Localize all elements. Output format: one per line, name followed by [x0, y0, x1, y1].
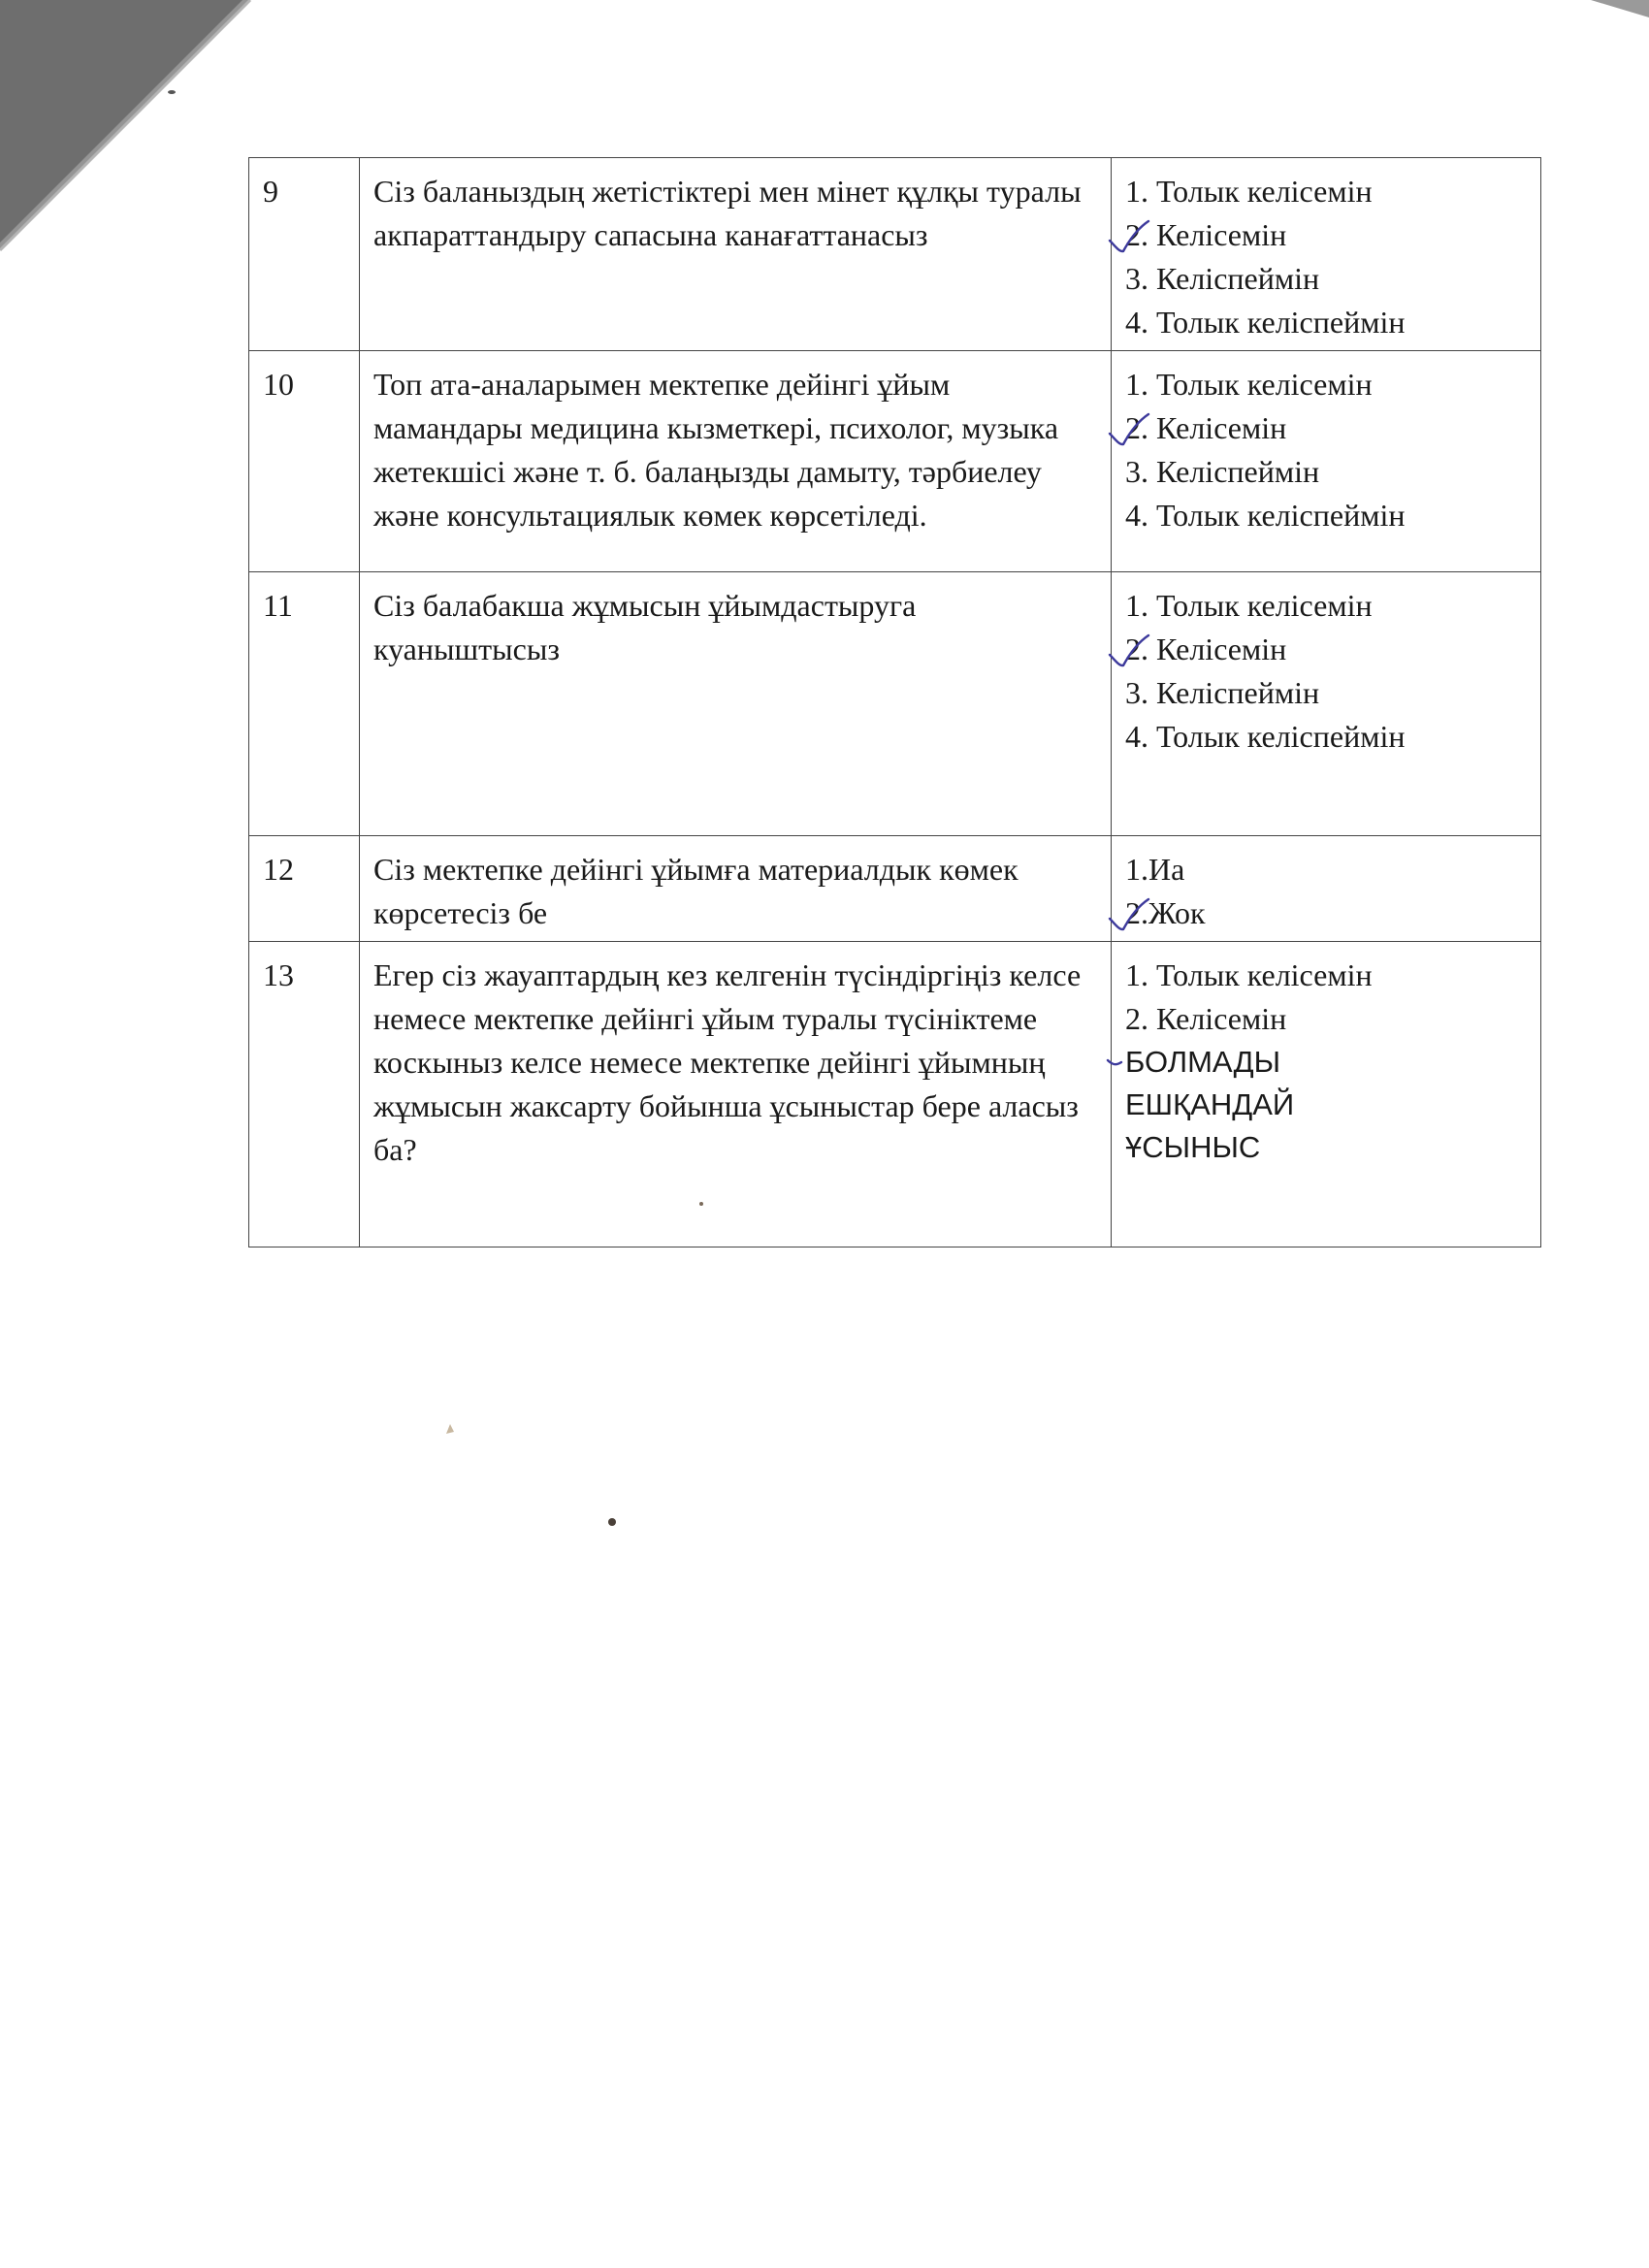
option-list	[1125, 363, 1527, 537]
option-item: 1. Толык келісемін	[1125, 367, 1373, 402]
scan-speck	[165, 87, 178, 97]
answer-options	[1112, 351, 1541, 572]
option-label: 2. Келісемін	[1125, 410, 1287, 445]
handwritten-answer-line: ҰСЫНЫС	[1125, 1130, 1261, 1164]
handwritten-check-icon	[1106, 633, 1152, 670]
option-item: 3. Келіспеймін	[1125, 261, 1320, 296]
option-list	[1125, 954, 1527, 1169]
answer-text: БОЛМАДЫ	[1125, 1045, 1281, 1079]
option-item-checked	[1125, 891, 1527, 935]
option-item: 1.Иа	[1125, 852, 1185, 887]
answer-options	[1112, 572, 1541, 836]
question-text: Сіз мектепке дейінгі ұйымға материалдык көмек көрсетесіз бе	[360, 836, 1112, 942]
option-label: 2. Келісемін	[1125, 632, 1287, 666]
scan-speck	[696, 1199, 706, 1209]
option-list	[1125, 170, 1527, 344]
row-number: 11	[249, 572, 360, 836]
option-item-checked	[1125, 406, 1527, 450]
option-list	[1125, 848, 1527, 935]
option-label: 2. Келісемін	[1125, 217, 1287, 252]
survey-table	[248, 157, 1541, 1247]
table-row	[249, 158, 1541, 351]
question-text: Егер сіз жауаптардың кез келгенін түсіндіргіңіз келсе немесе мектепке дейінгі ұйым туралы түсініктеме коскыныз келсе немесе мектепке дейінгі ұйымның жұмысын жаксарту бойынша ұсыныстар бере аласыз ба?	[360, 942, 1112, 1247]
option-item: 3. Келіспеймін	[1125, 675, 1320, 710]
option-item: 1. Толык келісемін	[1125, 588, 1373, 623]
answer-options	[1112, 158, 1541, 351]
option-label: 2.Жок	[1125, 895, 1206, 930]
option-item: 1. Толык келісемін	[1125, 174, 1373, 209]
question-text: Сіз балабакша жұмысын ұйымдастыруга куаныштысыз	[360, 572, 1112, 836]
option-item: 4. Толык келіспеймін	[1125, 498, 1406, 533]
option-item-checked	[1125, 628, 1527, 671]
question-text: Сіз баланыздың жетістіктері мен мінет құлқы туралы акпараттандыру сапасына канағаттанасыз	[360, 158, 1112, 351]
answer-options	[1112, 836, 1541, 942]
option-item: 1. Толык келісемін	[1125, 957, 1373, 992]
answer-options	[1112, 942, 1541, 1247]
option-item: 3. Келіспеймін	[1125, 454, 1320, 489]
handwritten-answer-line: ЕШҚАНДАЙ	[1125, 1087, 1295, 1121]
table-row	[249, 942, 1541, 1247]
table-row	[249, 572, 1541, 836]
handwritten-answer-line	[1125, 1041, 1527, 1084]
option-item-checked	[1125, 213, 1527, 257]
handwritten-tick-icon	[1104, 1043, 1150, 1080]
table-row	[249, 836, 1541, 942]
option-item: 4. Толык келіспеймін	[1125, 719, 1406, 754]
option-item: 4. Толык келіспеймін	[1125, 305, 1406, 340]
row-number: 13	[249, 942, 360, 1247]
row-number: 9	[249, 158, 360, 351]
option-item: 2. Келісемін	[1125, 1001, 1287, 1036]
handwritten-check-icon	[1106, 219, 1152, 256]
question-text: Топ ата-аналарымен мектепке дейінгі ұйым мамандары медицина кызметкері, психолог, музыка жетекшісі және т. б. балаңызды дамыту, тәрбиелеу және консультациялык көмек көрсетіледі.	[360, 351, 1112, 572]
scan-speck	[605, 1515, 619, 1529]
scan-speck	[444, 1422, 456, 1436]
row-number: 10	[249, 351, 360, 572]
table-row	[249, 351, 1541, 572]
option-list	[1125, 584, 1527, 759]
handwritten-check-icon	[1106, 897, 1152, 934]
row-number: 12	[249, 836, 360, 942]
handwritten-check-icon	[1106, 412, 1152, 449]
